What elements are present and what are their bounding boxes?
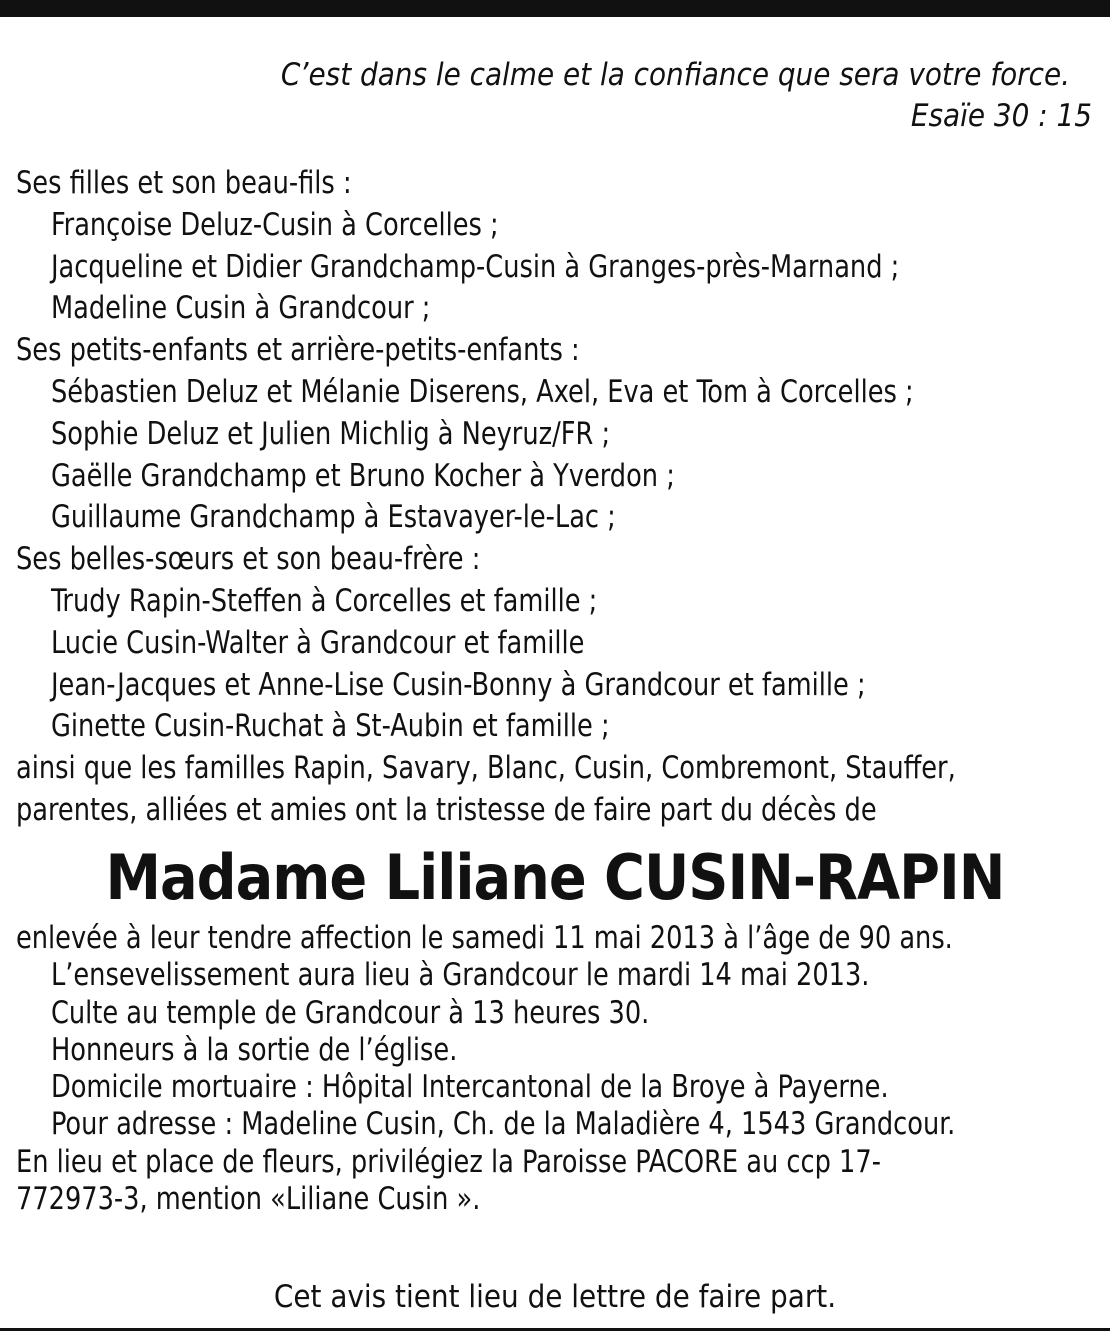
bible-verse: C’est dans le calme et la confiance que sera votre force. [280,57,1070,93]
family-line: Ses petits-enfants et arrière-petits-enfants : [16,332,580,369]
family-line: Jacqueline et Didier Grandchamp-Cusin à Granges-près-Marnand ; [50,248,900,285]
family-line: Gaëlle Grandchamp et Bruno Kocher à Yverdon ; [50,457,675,494]
detail-line: Pour adresse : Madeline Cusin, Ch. de la Maladière 4, 1543 Grandcour. [50,1106,956,1143]
bottom-border-rule [0,1328,1110,1331]
footer-note: Cet avis tient lieu de lettre de faire part. [273,1279,837,1315]
family-line: parentes, alliées et amies ont la tristesse de faire part du décès de [16,791,877,828]
family-line: Françoise Deluz-Cusin à Corcelles ; [50,206,499,243]
family-line: Lucie Cusin-Walter à Grandcour et famille [50,624,585,661]
family-line: Ginette Cusin-Ruchat à St-Aubin et famille ; [50,708,610,745]
family-line: Trudy Rapin-Steffen à Corcelles et famille ; [50,582,598,619]
detail-line: Domicile mortuaire : Hôpital Intercantonal de la Broye à Payerne. [50,1069,889,1106]
deceased-name: Madame Liliane CUSIN-RAPIN [105,841,1005,914]
family-line: Sébastien Deluz et Mélanie Diserens, Axel, Eva et Tom à Corcelles ; [50,373,914,410]
family-line: Jean-Jacques et Anne-Lise Cusin-Bonny à Grandcour et famille ; [50,666,866,703]
family-list [16,163,1019,832]
family-line: Ses filles et son beau-fils : [16,165,352,201]
funeral-details [16,920,1019,1218]
family-line: Sophie Deluz et Julien Michlig à Neyruz/FR ; [50,415,611,452]
family-line: ainsi que les familles Rapin, Savary, Blanc, Cusin, Combremont, Stauffer, [16,750,956,787]
detail-line: Culte au temple de Grandcour à 13 heures 30. [50,994,650,1031]
family-line: Madeline Cusin à Grandcour ; [50,290,431,327]
detail-line: L’ensevelissement aura lieu à Grandcour le mardi 14 mai 2013. [50,957,870,994]
verse-reference: Esaïe 30 : 15 [910,98,1092,134]
top-border-rule [0,0,1110,17]
family-line: Ses belles-sœurs et son beau-frère : [16,541,481,578]
detail-line: enlevée à leur tendre affection le samedi 11 mai 2013 à l’âge de 90 ans. [16,920,953,956]
detail-line: Honneurs à la sortie de l’église. [50,1031,458,1068]
detail-line: 772973-3, mention «Liliane Cusin ». [16,1181,481,1218]
detail-line: En lieu et place de fleurs, privilégiez la Paroisse PACORE au ccp 17- [16,1143,881,1180]
family-line: Guillaume Grandchamp à Estavayer-le-Lac ; [50,499,616,536]
